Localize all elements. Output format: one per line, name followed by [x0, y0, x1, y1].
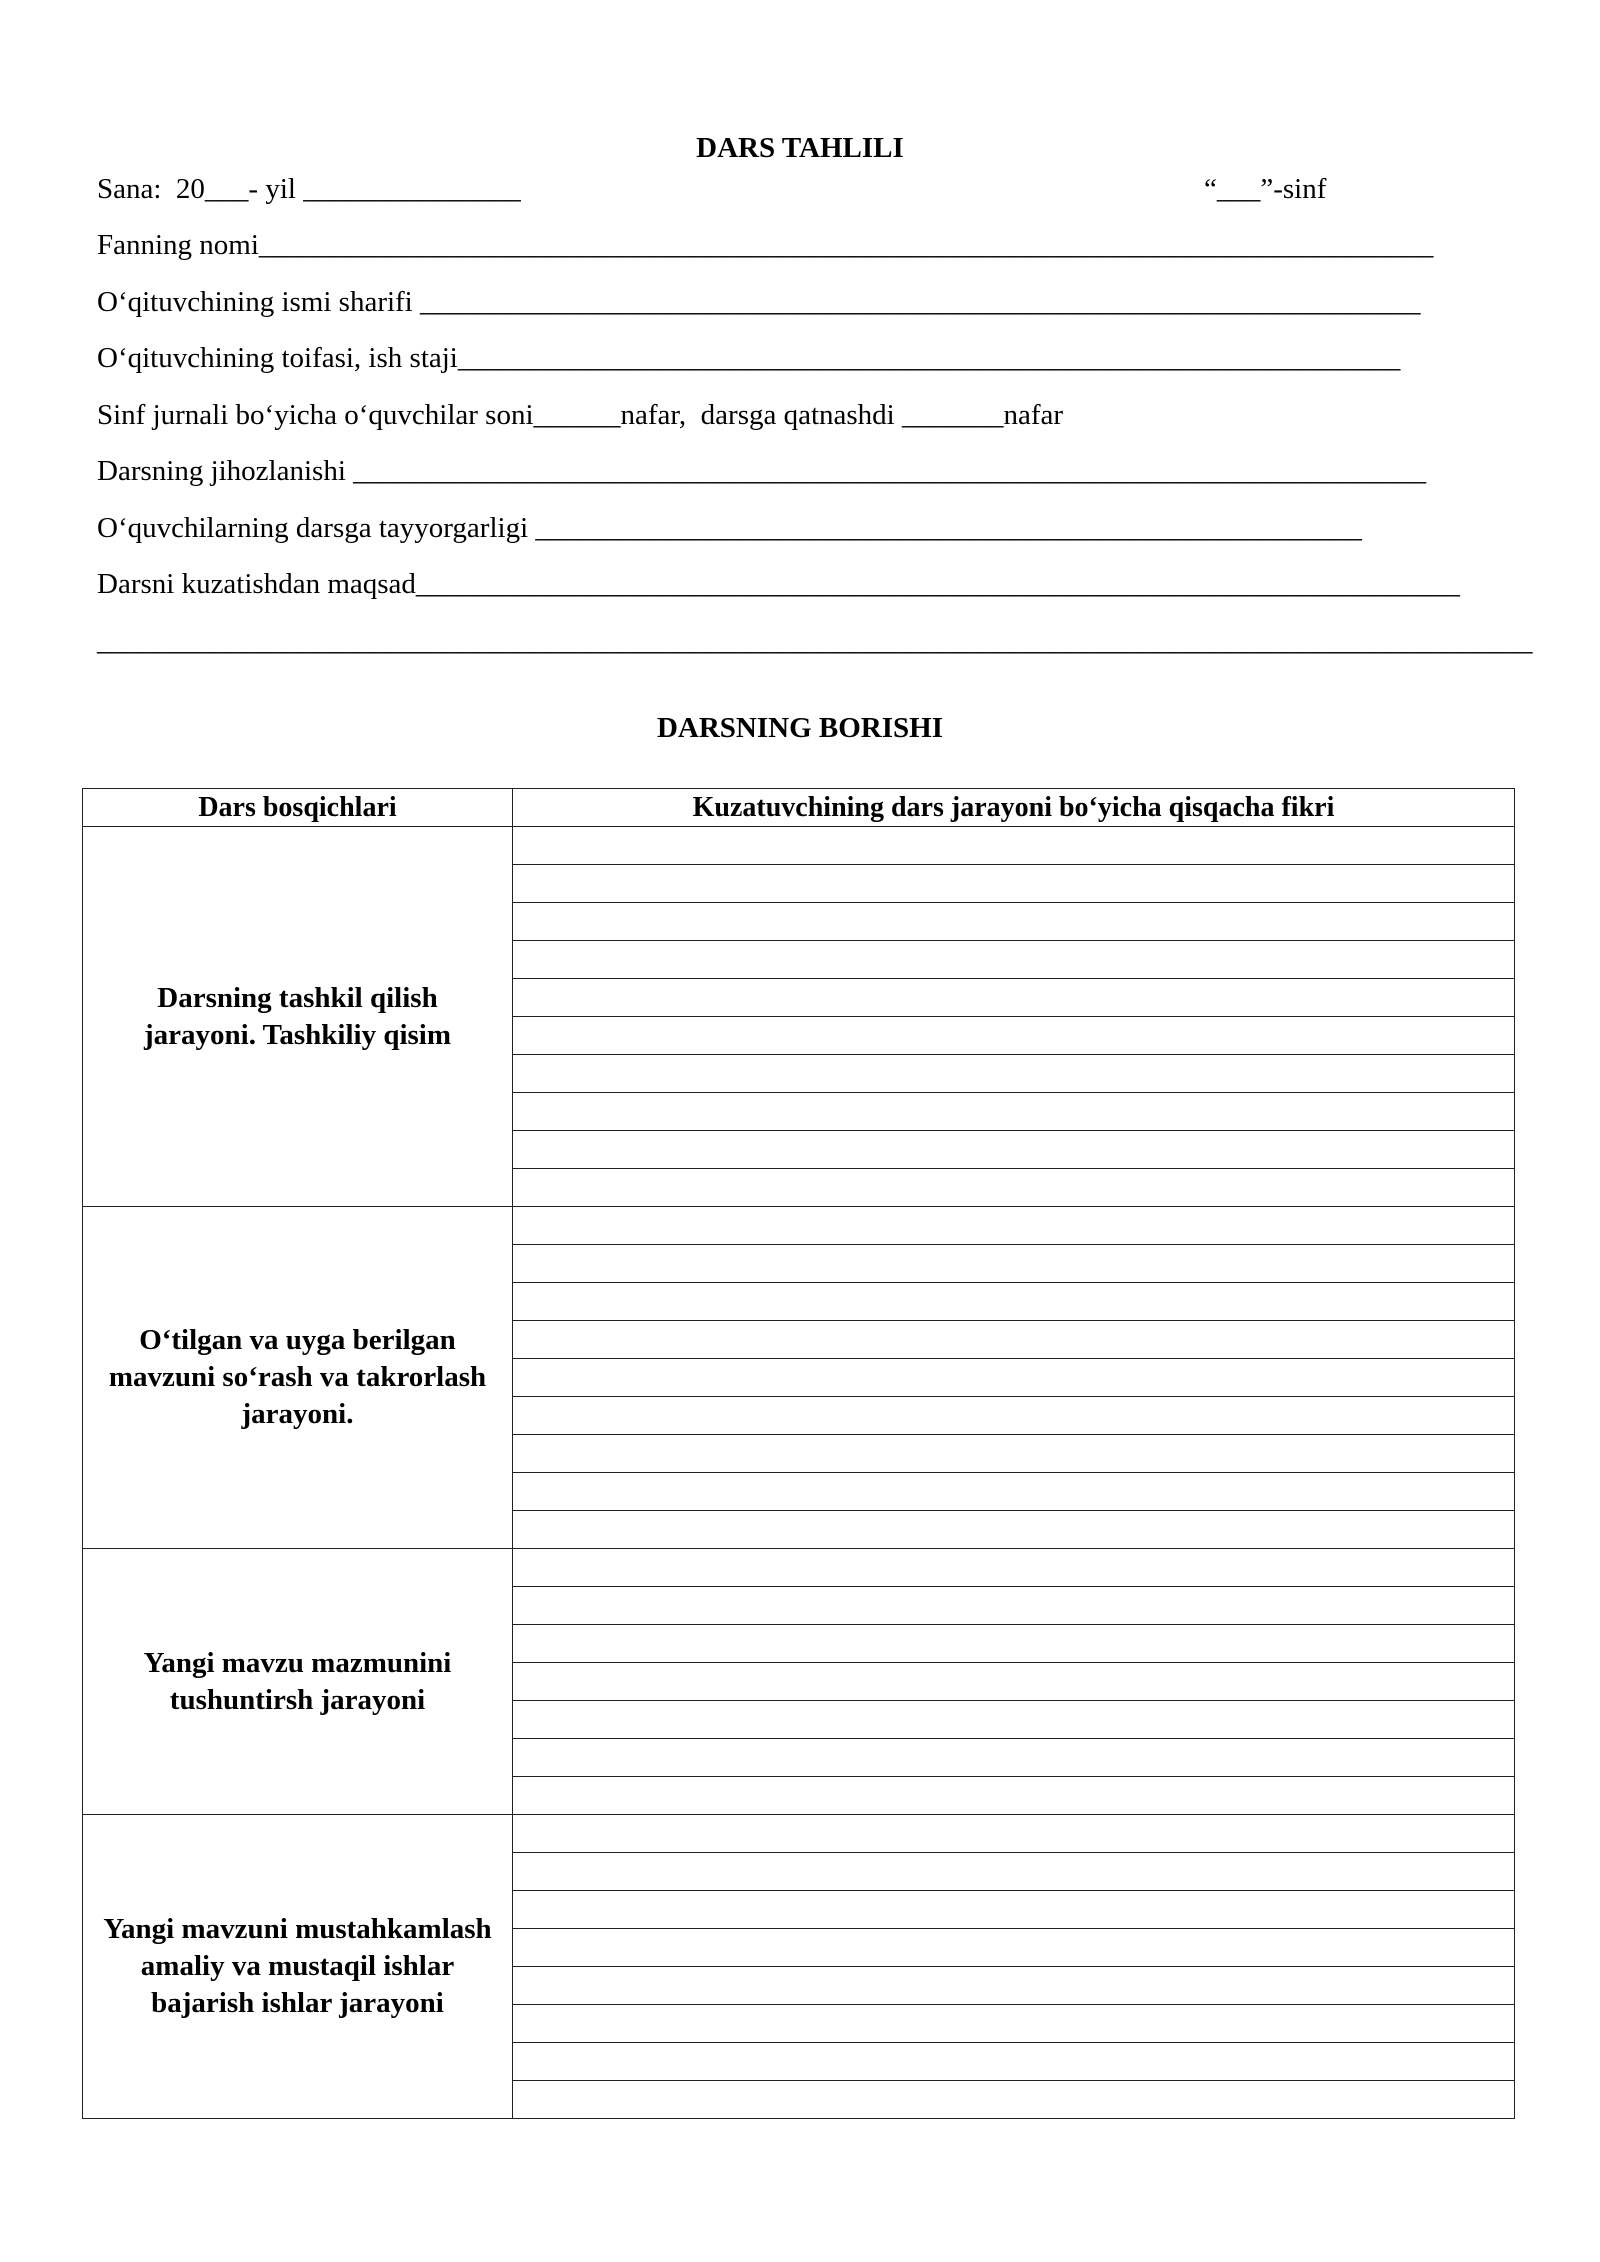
observer-note-line[interactable] [513, 1587, 1515, 1625]
observer-note-line[interactable] [513, 1169, 1515, 1207]
observer-note-line[interactable] [513, 1701, 1515, 1739]
observer-note-line[interactable] [513, 1207, 1515, 1245]
observer-note-line[interactable] [513, 827, 1515, 865]
readiness-field[interactable]: O‘quvchilarning darsga tayyorgarligi _________________________________________________________ [97, 512, 1362, 544]
observer-note-line[interactable] [513, 1055, 1515, 1093]
table-row [83, 1815, 1515, 1853]
stage-label: Yangi mavzuni mustahkamlash amaliy va mustaqil ishlar bajarish ishlar jarayoni [83, 1815, 513, 2119]
observer-note-line[interactable] [513, 865, 1515, 903]
student-count-field[interactable]: Sinf jurnali bo‘yicha o‘quvchilar soni______nafar, darsga qatnashdi _______nafar [97, 399, 1064, 431]
observer-note-line[interactable] [513, 1131, 1515, 1169]
observer-note-line[interactable] [513, 1397, 1515, 1435]
table-header-row [83, 789, 1515, 827]
lesson-progress-table [82, 788, 1515, 2119]
observer-note-line[interactable] [513, 1283, 1515, 1321]
date-field[interactable]: Sana: 20___- yil _______________ [97, 173, 521, 205]
table-row [83, 827, 1515, 865]
observer-note-line[interactable] [513, 1245, 1515, 1283]
section-title: DARSNING BORISHI [656, 712, 944, 744]
table-body [83, 827, 1515, 2119]
teacher-name-field[interactable]: O‘qituvchining ismi sharifi _____________________________________________________________________ [97, 286, 1421, 318]
observer-note-line[interactable] [513, 903, 1515, 941]
observer-note-line[interactable] [513, 1511, 1515, 1549]
observer-note-line[interactable] [513, 941, 1515, 979]
observer-note-line[interactable] [513, 1473, 1515, 1511]
subject-field[interactable]: Fanning nomi_________________________________________________________________________________ [97, 229, 1434, 261]
document-title: DARS TAHLILI [696, 132, 904, 164]
observer-note-line[interactable] [513, 1967, 1515, 2005]
observer-note-line[interactable] [513, 1891, 1515, 1929]
observer-note-line[interactable] [513, 2043, 1515, 2081]
purpose-continuation-line[interactable]: ___________________________________________________________________________________________________ [97, 625, 1533, 657]
observer-note-line[interactable] [513, 979, 1515, 1017]
stage-label: O‘tilgan va uyga berilgan mavzuni so‘rash va takrorlash jarayoni. [83, 1207, 513, 1549]
observer-note-line[interactable] [513, 2005, 1515, 2043]
observer-notes-column-header: Kuzatuvchining dars jarayoni bo‘yicha qisqacha fikri [513, 789, 1515, 827]
table-row [83, 1207, 1515, 1245]
observer-note-line[interactable] [513, 1549, 1515, 1587]
stage-label: Yangi mavzu mazmunini tushuntirsh jarayoni [83, 1549, 513, 1815]
observer-note-line[interactable] [513, 1815, 1515, 1853]
observer-note-line[interactable] [513, 1435, 1515, 1473]
equipment-field[interactable]: Darsning jihozlanishi __________________________________________________________________________ [97, 455, 1427, 487]
observer-note-line[interactable] [513, 1017, 1515, 1055]
observer-note-line[interactable] [513, 1853, 1515, 1891]
observer-note-line[interactable] [513, 1359, 1515, 1397]
observer-note-line[interactable] [513, 1093, 1515, 1131]
class-field[interactable]: “___”-sinf [1204, 173, 1327, 205]
purpose-field[interactable]: Darsni kuzatishdan maqsad________________________________________________________________________ [97, 568, 1460, 600]
observer-note-line[interactable] [513, 1625, 1515, 1663]
stages-column-header: Dars bosqichlari [83, 789, 513, 827]
teacher-category-field[interactable]: O‘qituvchining toifasi, ish staji_________________________________________________________________ [97, 342, 1401, 374]
observer-note-line[interactable] [513, 1777, 1515, 1815]
observer-note-line[interactable] [513, 2081, 1515, 2119]
table-row [83, 1549, 1515, 1587]
observer-note-line[interactable] [513, 1663, 1515, 1701]
stage-label: Darsning tashkil qilish jarayoni. Tashkiliy qisim [83, 827, 513, 1207]
observer-note-line[interactable] [513, 1929, 1515, 1967]
observer-note-line[interactable] [513, 1321, 1515, 1359]
observer-note-line[interactable] [513, 1739, 1515, 1777]
